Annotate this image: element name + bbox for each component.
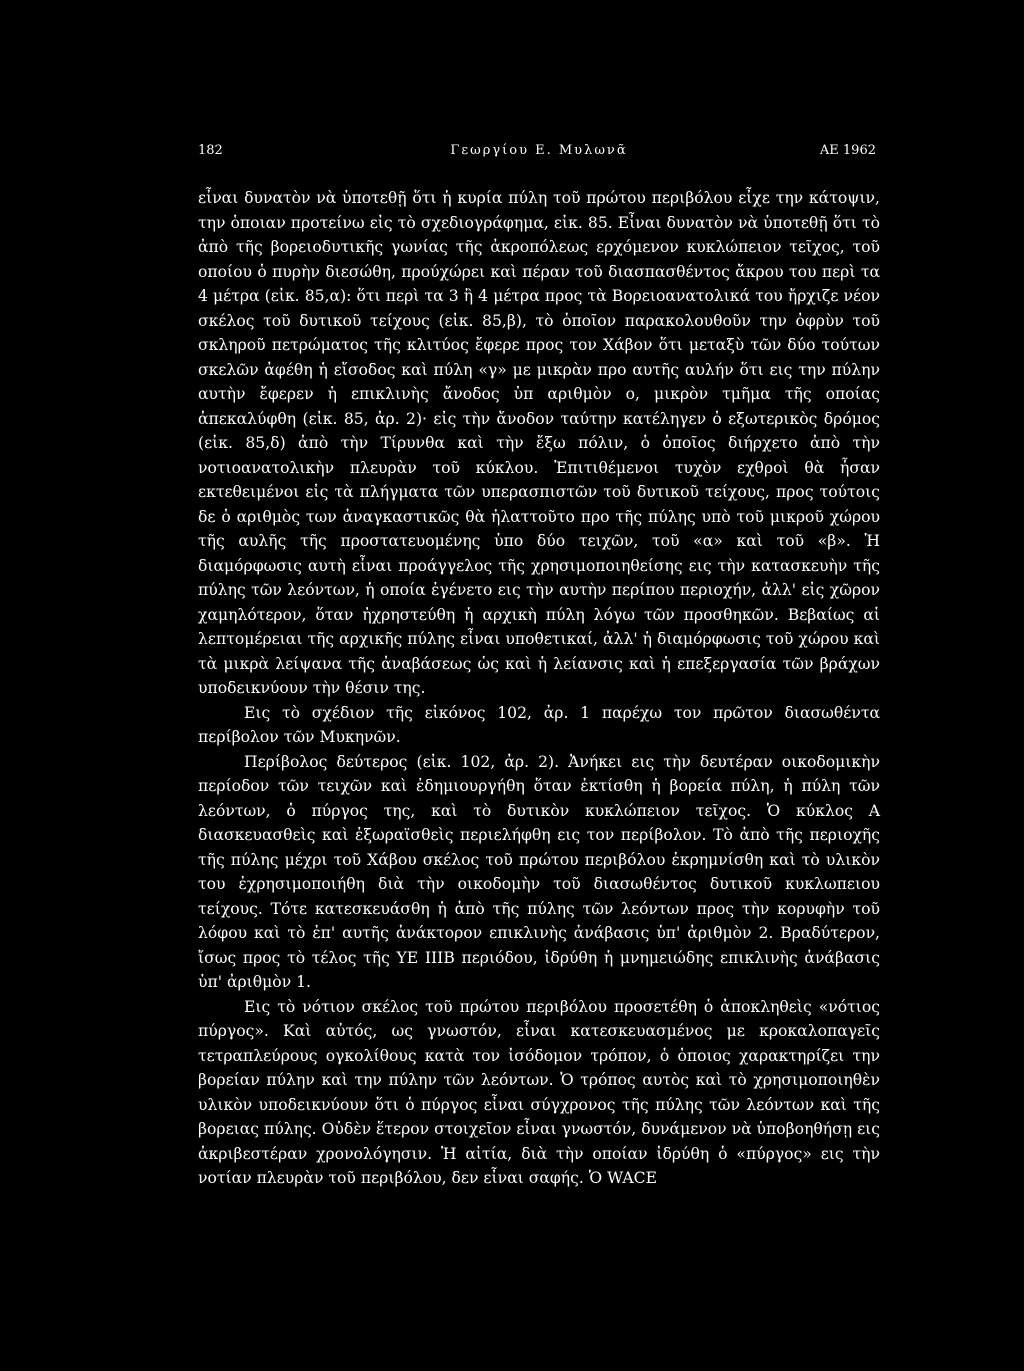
journal-reference: ΑΕ 1962 bbox=[819, 143, 876, 158]
paragraph: Εις τὸ σχέδιον τῆς εἰκόνος 102, ἀρ. 1 παρέχω τον πρῶτον διασωθέντα περίβολον τῶν Μυκηνῶν. bbox=[198, 703, 880, 746]
page-number: 182 bbox=[198, 143, 223, 158]
body-text bbox=[198, 186, 880, 1191]
running-title: Γεωργίου Ε. Μυλωνᾶ bbox=[450, 143, 628, 158]
paragraph: εἶναι δυνατὸν νὰ ὑποτεθῇ ὅτι ἡ κυρία πύλη τοῦ πρώτου περιβόλου εἶχε την κάτοψιν, την ὁποιαν προτείνω εἰς τὸ σχεδιογράφημα, εἰκ. 85. Εἶναι δυνατὸν νὰ ὑποτεθῇ ὅτι τὸ ἀπὸ τῆς βορειοδυτικῆς γωνίας τῆς ἀκροπόλεως ερχόμενον κυκλώπειον τεῖχος, τοῦ οποίου ὁ πυρὴν διεσώθη, προύχώρει καὶ πέραν τοῦ διασπασθέντος ἄκρου του περὶ τα 4 μέτρα (εἰκ. 85,α): ὅτι περὶ τα 3 ἢ 4 μέτρα προς τὰ Βορειοανατολικά του ἤρχιζε νέον σκέλος τοῦ δυτικοῦ τείχους (εἰκ. 85,β), τὸ ὁποῖον παρακολουθοῦν την ὀφρὺν τοῦ σκληροῦ πετρώματος τῆς κλιτύος ἔφερε προς τον Χάβον ὅτι μεταξὺ τῶν δύο τούτων σκελῶν ἀφέθη ἡ εἴσοδος καὶ πύλη «γ» με μικρὰν προ αυτῆς αυλήν ὅτι εις την πύλην αυτὴν ἔφερεν ἡ επικλινὴς ἄνοδος ὑπ αριθμὸν ο, μικρὸν τμῆμα τῆς οποίας ἀπεκαλύφθη (εἰκ. 85, ἀρ. 2)· εἰς τὴν ἄνοδον ταύτην κατέληγεν ὁ εξωτερικὸς δρόμος (εἰκ. 85,δ) ἀπὸ τὴν Τίρυνθα καὶ τὴν ἔξω πόλιν, ὁ ὁποῖος διήρχετο ἀπὸ τὴν νοτιοανατολικὴν πλευρὰν τοῦ κύκλου. Ἐπιτιθέμενοι τυχὸν εχθροὶ θὰ ἦσαν εκτεθειμένοι εἰς τὰ πλήγματα τῶν υπερασπιστῶν τοῦ δυτικοῦ τείχους, προς τούτοις δε ὁ αριθμὸς των ἀναγκαστικῶς θὰ ἠλαττοῦτο προ τῆς πύλης υπὸ τοῦ μικροῦ χώρου τῆς αυλῆς τῆς προστατευομένης ὑπο δύο τειχῶν, τοῦ «α» καὶ τοῦ «β». Ἡ διαμόρφωσις αυτὴ εἶναι προάγγελος τῆς χρησιμοποιηθείσης εις τὴν κατασκευὴν τῆς πύλης τῶν λεόντων, ἡ οποία ἐγένετο εις τὴν αυτὴν περίπου περιοχήν, ἀλλ' εἰς χῶρον χαμηλότερον, ὅταν ἠχρηστεύθη ἡ αρχικὴ πύλη λόγω τῶν προσθηκῶν. Βεβαίως αἱ λεπτομέρειαι τῆς αρχικῆς πύλης εἶναι υποθετικαί, ἀλλ' ἡ διαμόρφωσις τοῦ χώρου καὶ τὰ μικρὰ λείψανα τῆς ἀναβάσεως ὡς καὶ ἡ λείανσις καὶ ἡ επεξεργασία τῶν βράχων υποδεικνύουν τὴν θέσιν της. bbox=[198, 189, 880, 697]
paragraph: Περίβολος δεύτερος (εἰκ. 102, ἀρ. 2). Ἀνήκει εις τὴν δευτέραν οικοδομικὴν περίοδον τῶν τειχῶν καὶ ἐδημιουργήθη ὅταν ἐκτίσθη ἡ βορεία πύλη, ἡ πύλη τῶν λεόντων, ὁ πύργος της, καὶ τὸ δυτικὸν κυκλώπειον τεῖχος. Ὁ κύκλος Α διασκευασθεὶς καὶ ἐξωραϊσθεὶς περιελήφθη εις τον περίβολον. Τὸ ἀπὸ τῆς περιοχῆς τῆς πύλης μέχρι τοῦ Χάβου σκέλος τοῦ πρώτου περιβόλου ἐκρημνίσθη καὶ τὸ υλικὸν του ἐχρησιμοποιήθη διὰ τὴν οικοδομὴν τοῦ διασωθέντος δυτικοῦ κυκλωπειου τείχους. Τότε κατεσκευάσθη ἡ ἀπὸ τῆς πύλης τῶν λεόντων προς τὴν κορυφὴν τοῦ λόφου καὶ τὸ ἐπ' αυτῆς ἀνάκτορον επικλινὴς ἀνάβασις ὑπ' ἀριθμὸν 2. Βραδύτερον, ἴσως προς τὸ τέλος τῆς ΥΕ ΙΙΙΒ περιόδου, ἱδρύθη ἡ μνημειώδης επικλινὴς ἀνάβασις ὑπ' ἀριθμὸν 1. bbox=[198, 752, 880, 991]
document-page bbox=[198, 140, 880, 1191]
paragraph: Εις τὸ νότιον σκέλος τοῦ πρώτου περιβόλου προσετέθη ὁ ἀποκληθεὶς «νότιος πύργος». Καὶ αὐτός, ως γνωστόν, εἶναι κατεσκευασμένος με κροκαλοπαγεῖς τετραπλεύρους ογκολίθους κατὰ τον ἰσόδομον τρόπον, ὁ ὁποιος χαρακτηρίζει την βορείαν πύλην καὶ την πύλην τῶν λεόντων. Ὁ τρόπος αυτὸς καὶ τὸ χρησιμοποιηθὲν υλικὸν υποδεικνύουν ὅτι ὁ πύργος εἶναι σύγχρονος τῆς πύλης τῶν λεόντων καὶ τῆς βορειας πύλης. Οὐδὲν ἕτερον στοιχεῖον εἶναι γνωστόν, δυνάμενον νὰ ὑποβοηθήσῃ εις ἀκριβεστέραν χρονολόγησιν. Ἡ αἰτία, διὰ τὴν οποίαν ἱδρύθη ὁ «πύργος» εις τὴν νοτίαν πλευρὰν τοῦ περιβόλου, δεν εἶναι σαφής. Ὁ WACE bbox=[198, 997, 881, 1187]
running-header bbox=[198, 140, 880, 162]
